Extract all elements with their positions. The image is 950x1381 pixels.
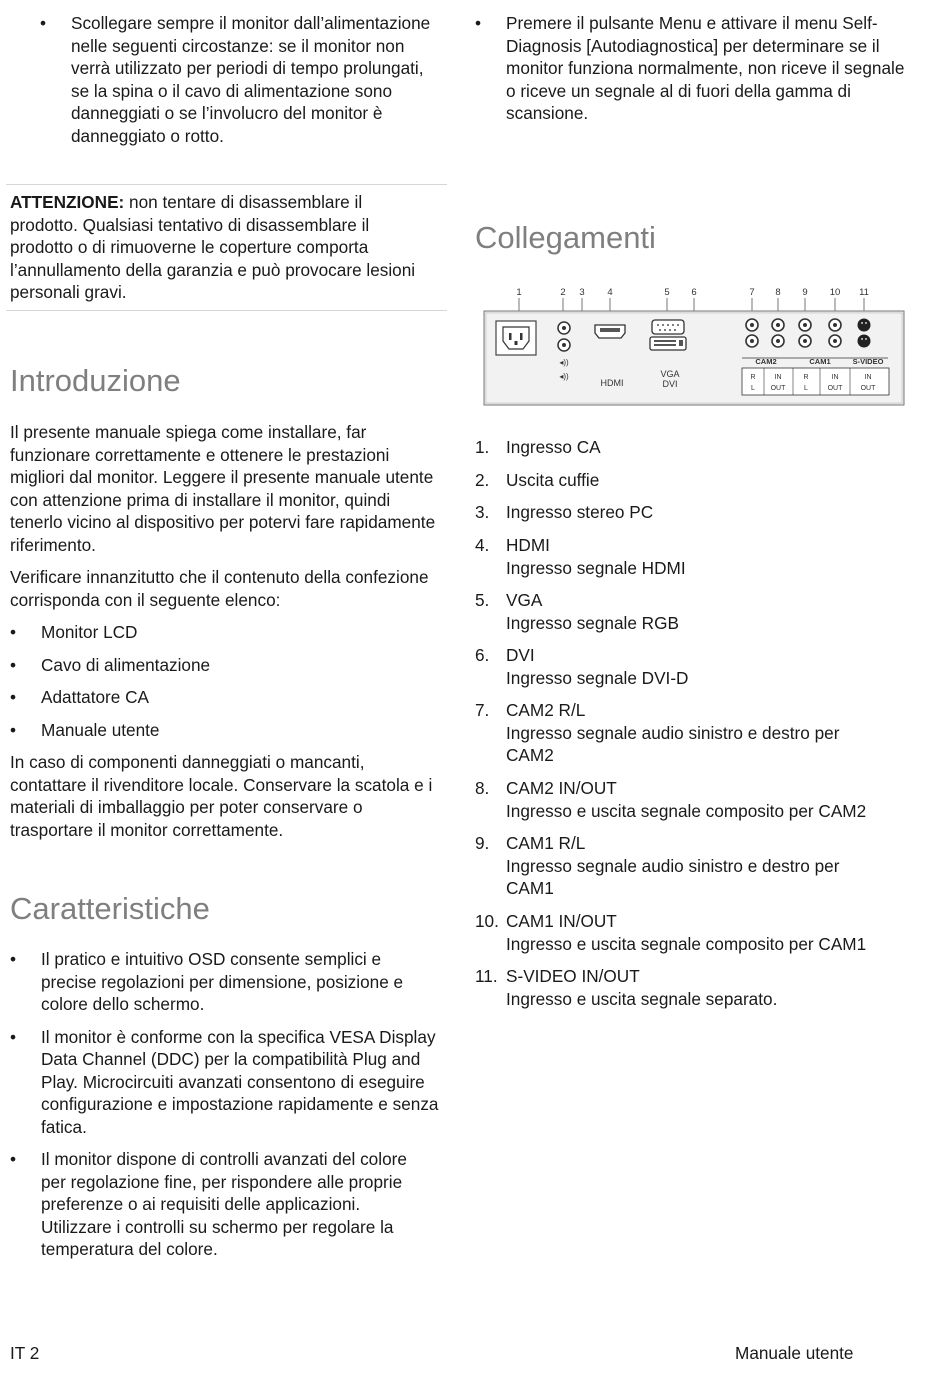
connector-number: 9 — [802, 287, 808, 298]
list-item — [475, 699, 915, 767]
out-label: OUT — [827, 385, 843, 392]
connector-number-labels — [516, 287, 869, 298]
item-description: Ingresso segnale audio sinistro e destro per CAM1 — [506, 855, 840, 898]
list-item — [10, 621, 447, 644]
bullet-dot: • — [10, 1149, 17, 1169]
in-label: IN — [831, 374, 839, 381]
item-number: 1. — [475, 437, 490, 457]
list-item — [475, 501, 915, 524]
item-number: 7. — [475, 700, 490, 720]
list-item — [475, 965, 915, 1010]
list-item — [10, 686, 447, 709]
connections-heading: Collegamenti — [475, 220, 656, 255]
item-number: 11. — [475, 966, 498, 986]
bullet-dot: • — [10, 654, 17, 675]
intro-section — [10, 421, 447, 841]
package-item-label: Monitor LCD — [41, 622, 138, 642]
item-description: Ingresso segnale DVI-D — [506, 667, 689, 688]
page-number: IT 2 — [10, 1343, 40, 1363]
l-label: L — [804, 385, 808, 392]
item-title: Ingresso CA — [506, 437, 601, 457]
list-item — [475, 469, 915, 492]
intro-paragraph-3: In caso di componenti danneggiati o mancanti, contattare il rivenditore locale. Conservare la scatola e i materiali di imballaggio per poter conservare o trasportare il monitor correttamente. — [10, 752, 433, 840]
connector-number: 5 — [664, 287, 670, 298]
bullet-dot: • — [10, 622, 17, 642]
item-title: CAM2 R/L — [506, 700, 586, 720]
features-heading: Caratteristiche — [10, 891, 210, 926]
cam1-label: CAM1 — [809, 357, 831, 366]
connector-number: 8 — [775, 287, 781, 298]
item-title: Uscita cuffie — [506, 470, 600, 490]
svideo-label: S-VIDEO — [852, 357, 884, 366]
item-description: Ingresso segnale audio sinistro e destro per CAM2 — [506, 722, 840, 765]
bullet-dot: • — [10, 719, 17, 740]
list-item — [10, 719, 447, 742]
item-number: 10. — [475, 911, 499, 931]
connector-number: 10 — [829, 287, 841, 298]
cam2-label: CAM2 — [755, 357, 777, 366]
vga-label: VGA — [660, 369, 680, 379]
connector-number: 4 — [607, 287, 613, 298]
dvi-label: DVI — [662, 379, 678, 389]
ac-inlet-icon — [496, 321, 536, 355]
in-label: IN — [864, 374, 872, 381]
safety-bullet-text: Scollegare sempre il monitor dall’alimentazione nelle seguenti circostanze: se il monitor non verrà utilizzato per periodi di tempo prolungati, se la spina o il cavo di alimentazione sono danneggiati o se l’involucro del monitor è danneggiato o rotto. — [71, 13, 431, 146]
self-diagnosis-text: Premere il pulsante Menu e attivare il menu Self-Diagnosis [Autodiagnostica] per determinare se il monitor funziona normalmente, non riceve il segnale o riceve un segnale al di fuori della gamma di scansione. — [506, 13, 905, 123]
item-number: 9. — [475, 833, 490, 853]
in-label: IN — [774, 374, 782, 381]
item-number: 2. — [475, 470, 490, 490]
item-number: 8. — [475, 778, 490, 798]
item-number: 6. — [475, 645, 490, 665]
connector-number: 1 — [516, 287, 522, 298]
safety-bullet — [10, 12, 508, 147]
list-item — [475, 777, 915, 822]
vga-port-icon — [652, 320, 684, 334]
bullet-dot: • — [10, 1026, 17, 1047]
item-title: VGA — [506, 590, 543, 610]
item-title: CAM2 IN/OUT — [506, 778, 617, 798]
connector-number: 11 — [859, 287, 869, 298]
rear-panel-diagram — [480, 283, 910, 410]
item-title: S-VIDEO IN/OUT — [506, 966, 640, 986]
svg-text:◂)): ◂)) — [559, 358, 569, 367]
item-description: Ingresso e uscita segnale separato. — [506, 988, 778, 1009]
item-description: Ingresso segnale RGB — [506, 612, 679, 633]
feature-text: Il pratico e intuitivo OSD consente semplici e precise regolazioni per dimensione, posizione e colore dello schermo. — [41, 949, 404, 1014]
r-label: R — [750, 374, 756, 381]
list-item — [10, 948, 447, 1016]
item-title: HDMI — [506, 535, 550, 555]
list-item — [475, 436, 915, 459]
item-title: Ingresso stereo PC — [506, 502, 654, 522]
item-description: Ingresso e uscita segnale composito per CAM2 — [506, 800, 867, 821]
warning-notice — [6, 184, 447, 311]
r-label: R — [803, 374, 809, 381]
features-list — [10, 948, 447, 1261]
intro-paragraph-2: Verificare innanzitutto che il contenuto della confezione corrisponda con il seguente elenco: — [10, 567, 429, 610]
package-item-label: Adattatore CA — [41, 687, 149, 707]
item-title: DVI — [506, 645, 535, 665]
connections-list — [475, 436, 915, 1036]
list-item — [10, 1148, 447, 1261]
warning-label: ATTENZIONE: — [10, 192, 125, 212]
manual-title: Manuale utente — [735, 1343, 854, 1363]
feature-text: Il monitor dispone di controlli avanzati del colore per regolazione fine, per rispondere alle proprie preferenze o ai requisiti delle applicazioni. Utilizzare i controlli su schermo per regolare la temperatura del colore. — [41, 1149, 407, 1259]
item-description: Ingresso segnale HDMI — [506, 557, 686, 578]
warning-paragraph — [10, 191, 420, 304]
out-label: OUT — [860, 385, 876, 392]
bullet-dot: • — [10, 949, 17, 969]
connector-number: 7 — [749, 287, 755, 298]
connector-number: 3 — [579, 287, 585, 298]
svg-text:◂)): ◂)) — [559, 372, 569, 381]
connector-number: 2 — [560, 287, 566, 298]
intro-heading: Introduzione — [10, 363, 181, 398]
item-number: 5. — [475, 590, 490, 610]
list-item — [10, 654, 447, 677]
warning-text: non tentare di disassemblare il prodotto. Qualsiasi tentativo di disassemblare il prodotto o di rimuoverne le coperture comporta l’annullamento della garanzia e può provocare lesioni personali gravi. — [10, 192, 416, 302]
list-item — [10, 1026, 447, 1139]
list-item — [475, 910, 915, 955]
l-label: L — [751, 385, 755, 392]
item-number: 4. — [475, 535, 490, 555]
package-item-label: Manuale utente — [41, 719, 160, 740]
hdmi-label: HDMI — [600, 378, 624, 388]
list-item — [475, 534, 915, 579]
list-item — [475, 589, 915, 634]
package-item-label: Cavo di alimentazione — [41, 654, 211, 675]
item-description: Ingresso e uscita segnale composito per CAM1 — [506, 933, 867, 954]
feature-text: Il monitor è conforme con la specifica VESA Display Data Channel (DDC) per la compatibilità Plug and Play. Microcircuiti avanzati consentono di eseguire configurazione e impostazione rapidamente e senza fatica. — [41, 1026, 439, 1137]
self-diagnosis-bullet — [475, 12, 946, 125]
list-item — [475, 644, 915, 689]
connector-number: 6 — [691, 287, 697, 298]
item-title: CAM1 IN/OUT — [506, 911, 617, 931]
item-title: CAM1 R/L — [506, 833, 586, 853]
package-list — [10, 621, 447, 741]
list-item — [475, 832, 915, 900]
item-number: 3. — [475, 502, 490, 522]
bullet-dot: • — [10, 687, 17, 707]
intro-paragraph-1: Il presente manuale spiega come installare, far funzionare correttamente e ottenere le prestazioni migliori dal monitor. Leggere il presente manuale utente con attenzione prima di installare il monitor, quindi tenerlo vicino al dispositivo per potervi fare rapidamente riferimento. — [10, 422, 436, 555]
bullet-dot: • — [475, 13, 482, 33]
out-label: OUT — [770, 385, 786, 392]
bullet-dot: • — [40, 13, 47, 33]
